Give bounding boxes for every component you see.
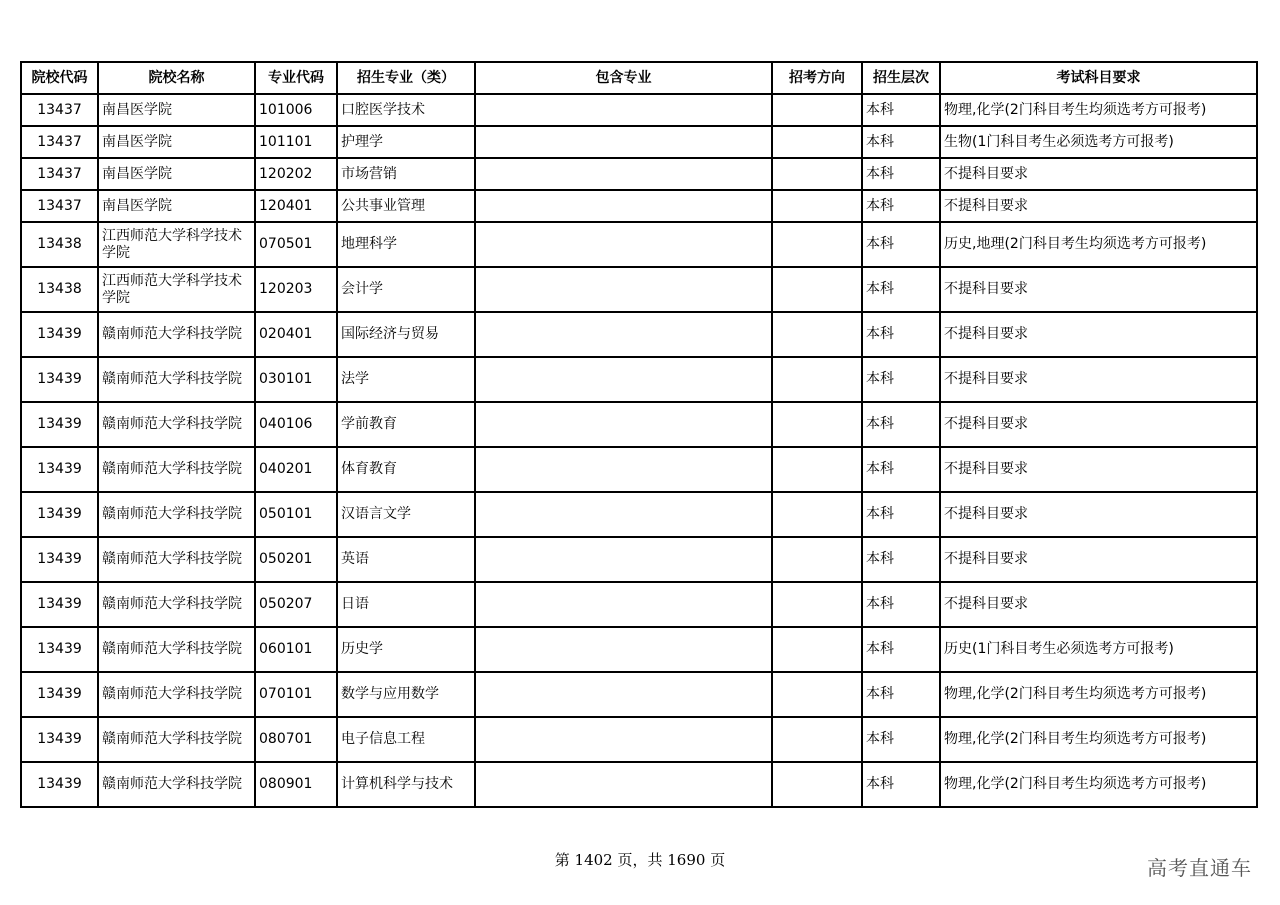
- major-cell: 法学: [337, 357, 475, 402]
- table-header-row: [21, 62, 1257, 94]
- major-code-cell: 120401: [255, 190, 337, 222]
- requirement-cell: 不提科目要求: [940, 357, 1257, 402]
- direction-cell: [772, 447, 862, 492]
- included-majors-cell: [475, 222, 772, 267]
- school-name-cell: 赣南师范大学科技学院: [98, 717, 255, 762]
- school-code-cell: 13437: [21, 94, 98, 126]
- direction-cell: [772, 582, 862, 627]
- school-name-cell: 赣南师范大学科技学院: [98, 582, 255, 627]
- major-code-cell: 120202: [255, 158, 337, 190]
- requirement-cell: 不提科目要求: [940, 402, 1257, 447]
- level-cell: 本科: [862, 126, 940, 158]
- included-majors-cell: [475, 582, 772, 627]
- school-code-cell: 13439: [21, 492, 98, 537]
- header-major: 招生专业（类）: [337, 62, 475, 94]
- school-name-cell: 江西师范大学科学技术学院: [98, 222, 255, 267]
- direction-cell: [772, 762, 862, 807]
- direction-cell: [772, 158, 862, 190]
- table-row: [21, 357, 1257, 402]
- table-row: [21, 267, 1257, 312]
- header-requirement: 考试科目要求: [940, 62, 1257, 94]
- major-code-cell: 050101: [255, 492, 337, 537]
- table-row: [21, 126, 1257, 158]
- school-name-cell: 南昌医学院: [98, 126, 255, 158]
- major-cell: 口腔医学技术: [337, 94, 475, 126]
- included-majors-cell: [475, 717, 772, 762]
- table-row: [21, 158, 1257, 190]
- included-majors-cell: [475, 492, 772, 537]
- direction-cell: [772, 672, 862, 717]
- requirement-cell: 历史(1门科目考生必须选考方可报考): [940, 627, 1257, 672]
- school-code-cell: 13439: [21, 312, 98, 357]
- table-row: [21, 492, 1257, 537]
- included-majors-cell: [475, 357, 772, 402]
- included-majors-cell: [475, 762, 772, 807]
- included-majors-cell: [475, 190, 772, 222]
- header-included-majors: 包含专业: [475, 62, 772, 94]
- requirement-cell: 不提科目要求: [940, 582, 1257, 627]
- level-cell: 本科: [862, 627, 940, 672]
- school-code-cell: 13437: [21, 158, 98, 190]
- major-code-cell: 070101: [255, 672, 337, 717]
- major-cell: 护理学: [337, 126, 475, 158]
- requirement-cell: 历史,地理(2门科目考生均须选考方可报考): [940, 222, 1257, 267]
- school-name-cell: 赣南师范大学科技学院: [98, 402, 255, 447]
- major-cell: 电子信息工程: [337, 717, 475, 762]
- school-name-cell: 赣南师范大学科技学院: [98, 492, 255, 537]
- requirement-cell: 不提科目要求: [940, 492, 1257, 537]
- direction-cell: [772, 267, 862, 312]
- major-cell: 汉语言文学: [337, 492, 475, 537]
- school-name-cell: 赣南师范大学科技学院: [98, 447, 255, 492]
- included-majors-cell: [475, 158, 772, 190]
- school-name-cell: 赣南师范大学科技学院: [98, 627, 255, 672]
- school-code-cell: 13439: [21, 357, 98, 402]
- major-code-cell: 101006: [255, 94, 337, 126]
- direction-cell: [772, 222, 862, 267]
- level-cell: 本科: [862, 402, 940, 447]
- major-cell: 会计学: [337, 267, 475, 312]
- level-cell: 本科: [862, 312, 940, 357]
- school-code-cell: 13439: [21, 447, 98, 492]
- school-name-cell: 赣南师范大学科技学院: [98, 312, 255, 357]
- header-school-name: 院校名称: [98, 62, 255, 94]
- table-row: [21, 672, 1257, 717]
- major-cell: 计算机科学与技术: [337, 762, 475, 807]
- level-cell: 本科: [862, 222, 940, 267]
- level-cell: 本科: [862, 94, 940, 126]
- major-cell: 英语: [337, 537, 475, 582]
- requirement-cell: 物理,化学(2门科目考生均须选考方可报考): [940, 672, 1257, 717]
- school-code-cell: 13439: [21, 537, 98, 582]
- direction-cell: [772, 94, 862, 126]
- major-code-cell: 050207: [255, 582, 337, 627]
- school-code-cell: 13437: [21, 126, 98, 158]
- level-cell: 本科: [862, 190, 940, 222]
- school-code-cell: 13439: [21, 402, 98, 447]
- included-majors-cell: [475, 447, 772, 492]
- level-cell: 本科: [862, 492, 940, 537]
- major-cell: 日语: [337, 582, 475, 627]
- level-cell: 本科: [862, 582, 940, 627]
- major-code-cell: 020401: [255, 312, 337, 357]
- header-major-code: 专业代码: [255, 62, 337, 94]
- major-code-cell: 070501: [255, 222, 337, 267]
- level-cell: 本科: [862, 762, 940, 807]
- major-code-cell: 030101: [255, 357, 337, 402]
- direction-cell: [772, 357, 862, 402]
- table-row: [21, 402, 1257, 447]
- major-cell: 国际经济与贸易: [337, 312, 475, 357]
- level-cell: 本科: [862, 672, 940, 717]
- requirement-cell: 物理,化学(2门科目考生均须选考方可报考): [940, 717, 1257, 762]
- school-code-cell: 13439: [21, 762, 98, 807]
- school-code-cell: 13438: [21, 267, 98, 312]
- header-level: 招生层次: [862, 62, 940, 94]
- requirement-cell: 不提科目要求: [940, 158, 1257, 190]
- school-code-cell: 13439: [21, 717, 98, 762]
- header-direction: 招考方向: [772, 62, 862, 94]
- school-name-cell: 江西师范大学科学技术学院: [98, 267, 255, 312]
- major-cell: 学前教育: [337, 402, 475, 447]
- level-cell: 本科: [862, 158, 940, 190]
- requirement-cell: 生物(1门科目考生必须选考方可报考): [940, 126, 1257, 158]
- major-code-cell: 101101: [255, 126, 337, 158]
- major-cell: 市场营销: [337, 158, 475, 190]
- major-code-cell: 040201: [255, 447, 337, 492]
- level-cell: 本科: [862, 357, 940, 402]
- level-cell: 本科: [862, 717, 940, 762]
- direction-cell: [772, 537, 862, 582]
- table-row: [21, 447, 1257, 492]
- requirement-cell: 不提科目要求: [940, 190, 1257, 222]
- included-majors-cell: [475, 627, 772, 672]
- school-name-cell: 南昌医学院: [98, 190, 255, 222]
- requirement-cell: 不提科目要求: [940, 537, 1257, 582]
- major-cell: 公共事业管理: [337, 190, 475, 222]
- school-name-cell: 赣南师范大学科技学院: [98, 357, 255, 402]
- included-majors-cell: [475, 402, 772, 447]
- school-name-cell: 南昌医学院: [98, 158, 255, 190]
- direction-cell: [772, 312, 862, 357]
- major-code-cell: 120203: [255, 267, 337, 312]
- requirement-cell: 不提科目要求: [940, 312, 1257, 357]
- included-majors-cell: [475, 94, 772, 126]
- table-row: [21, 94, 1257, 126]
- school-name-cell: 南昌医学院: [98, 94, 255, 126]
- direction-cell: [772, 627, 862, 672]
- school-code-cell: 13438: [21, 222, 98, 267]
- table-row: [21, 222, 1257, 267]
- school-name-cell: 赣南师范大学科技学院: [98, 762, 255, 807]
- included-majors-cell: [475, 267, 772, 312]
- watermark-logo: 高考直通车: [1147, 856, 1252, 880]
- included-majors-cell: [475, 126, 772, 158]
- table-row: [21, 717, 1257, 762]
- requirement-cell: 不提科目要求: [940, 267, 1257, 312]
- requirement-cell: 物理,化学(2门科目考生均须选考方可报考): [940, 94, 1257, 126]
- table-row: [21, 762, 1257, 807]
- direction-cell: [772, 190, 862, 222]
- requirement-cell: 不提科目要求: [940, 447, 1257, 492]
- major-cell: 数学与应用数学: [337, 672, 475, 717]
- direction-cell: [772, 126, 862, 158]
- page-number: 第 1402 页，共 1690 页: [554, 851, 726, 869]
- header-school-code: 院校代码: [21, 62, 98, 94]
- table-row: [21, 582, 1257, 627]
- level-cell: 本科: [862, 447, 940, 492]
- major-code-cell: 080901: [255, 762, 337, 807]
- major-code-cell: 050201: [255, 537, 337, 582]
- table-row: [21, 537, 1257, 582]
- school-code-cell: 13439: [21, 582, 98, 627]
- level-cell: 本科: [862, 267, 940, 312]
- major-code-cell: 060101: [255, 627, 337, 672]
- school-code-cell: 13439: [21, 627, 98, 672]
- included-majors-cell: [475, 537, 772, 582]
- table-row: [21, 190, 1257, 222]
- direction-cell: [772, 492, 862, 537]
- school-name-cell: 赣南师范大学科技学院: [98, 672, 255, 717]
- school-code-cell: 13439: [21, 672, 98, 717]
- direction-cell: [772, 402, 862, 447]
- major-cell: 地理科学: [337, 222, 475, 267]
- major-cell: 体育教育: [337, 447, 475, 492]
- table-row: [21, 312, 1257, 357]
- included-majors-cell: [475, 312, 772, 357]
- direction-cell: [772, 717, 862, 762]
- major-cell: 历史学: [337, 627, 475, 672]
- admissions-table: [20, 61, 1258, 808]
- school-code-cell: 13437: [21, 190, 98, 222]
- included-majors-cell: [475, 672, 772, 717]
- table-row: [21, 627, 1257, 672]
- major-code-cell: 040106: [255, 402, 337, 447]
- major-code-cell: 080701: [255, 717, 337, 762]
- requirement-cell: 物理,化学(2门科目考生均须选考方可报考): [940, 762, 1257, 807]
- level-cell: 本科: [862, 537, 940, 582]
- school-name-cell: 赣南师范大学科技学院: [98, 537, 255, 582]
